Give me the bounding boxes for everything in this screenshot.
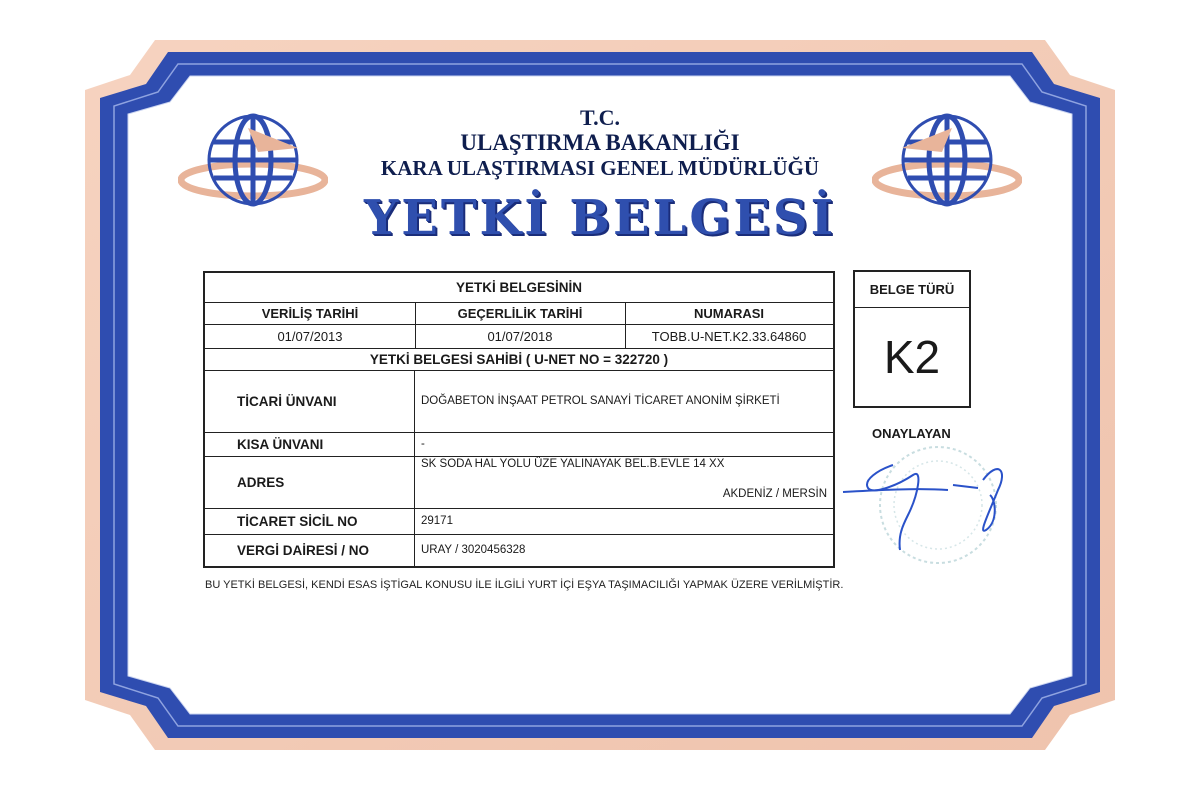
document-type-box xyxy=(853,270,971,408)
trade-registry-label: TİCARET SİCİL NO xyxy=(237,513,358,529)
certificate-table xyxy=(203,271,835,568)
holder-section-title: YETKİ BELGESİ SAHİBİ ( U-NET NO = 322720 ) xyxy=(369,351,669,367)
tax-office-value: URAY / 3020456328 xyxy=(421,544,526,556)
address-line1-value: SK SODA HAL YOLU ÜZE YALINAYAK BEL.B.EVLE 14 XX xyxy=(421,458,725,470)
country-heading: T.C. xyxy=(580,105,620,130)
validity-date-header: GEÇERLİLİK TARİHİ xyxy=(457,305,583,321)
trade-registry-value: 29171 xyxy=(421,515,453,527)
trade-name-label: TİCARİ ÜNVANI xyxy=(237,393,337,409)
address-label: ADRES xyxy=(237,474,285,490)
document-type-label: BELGE TÜRÜ xyxy=(855,272,969,308)
number-header: NUMARASI xyxy=(693,305,765,321)
trade-name-value: DOĞABETON İNŞAAT PETROL SANAYİ TİCARET ANONİM ŞİRKETİ xyxy=(421,395,780,407)
tax-office-label: VERGİ DAİRESİ / NO xyxy=(237,542,370,558)
signature-stamp-icon xyxy=(838,440,1018,580)
issue-date-header: VERİLİŞ TARİHİ xyxy=(261,305,359,321)
certificate-number-value: TOBB.U-NET.K2.33.64860 xyxy=(651,328,807,344)
short-name-label: KISA ÜNVANI xyxy=(237,436,324,452)
issue-date-value: 01/07/2013 xyxy=(277,328,343,344)
footer-note: BU YETKİ BELGESİ, KENDİ ESAS İŞTİGAL KONUSU İLE İLGİLİ YURT İÇİ EŞYA TAŞIMACILIĞI YAPMAK ÜZERE VERİLMİŞTİR. xyxy=(205,579,844,591)
document-title: YETKİ BELGESİ xyxy=(363,190,837,246)
ministry-heading: ULAŞTIRMA BAKANLIĞI xyxy=(460,130,740,155)
certificate-section-title: YETKİ BELGESİNİN xyxy=(455,280,582,295)
address-line2-value: AKDENİZ / MERSİN xyxy=(722,488,827,500)
validity-date-value: 01/07/2018 xyxy=(487,328,553,344)
directorate-heading: KARA ULAŞTIRMASI GENEL MÜDÜRLÜĞÜ xyxy=(380,156,820,180)
approval-label: ONAYLAYAN xyxy=(872,426,951,441)
short-name-value: - xyxy=(421,438,425,450)
document-type-value: K2 xyxy=(883,331,941,383)
